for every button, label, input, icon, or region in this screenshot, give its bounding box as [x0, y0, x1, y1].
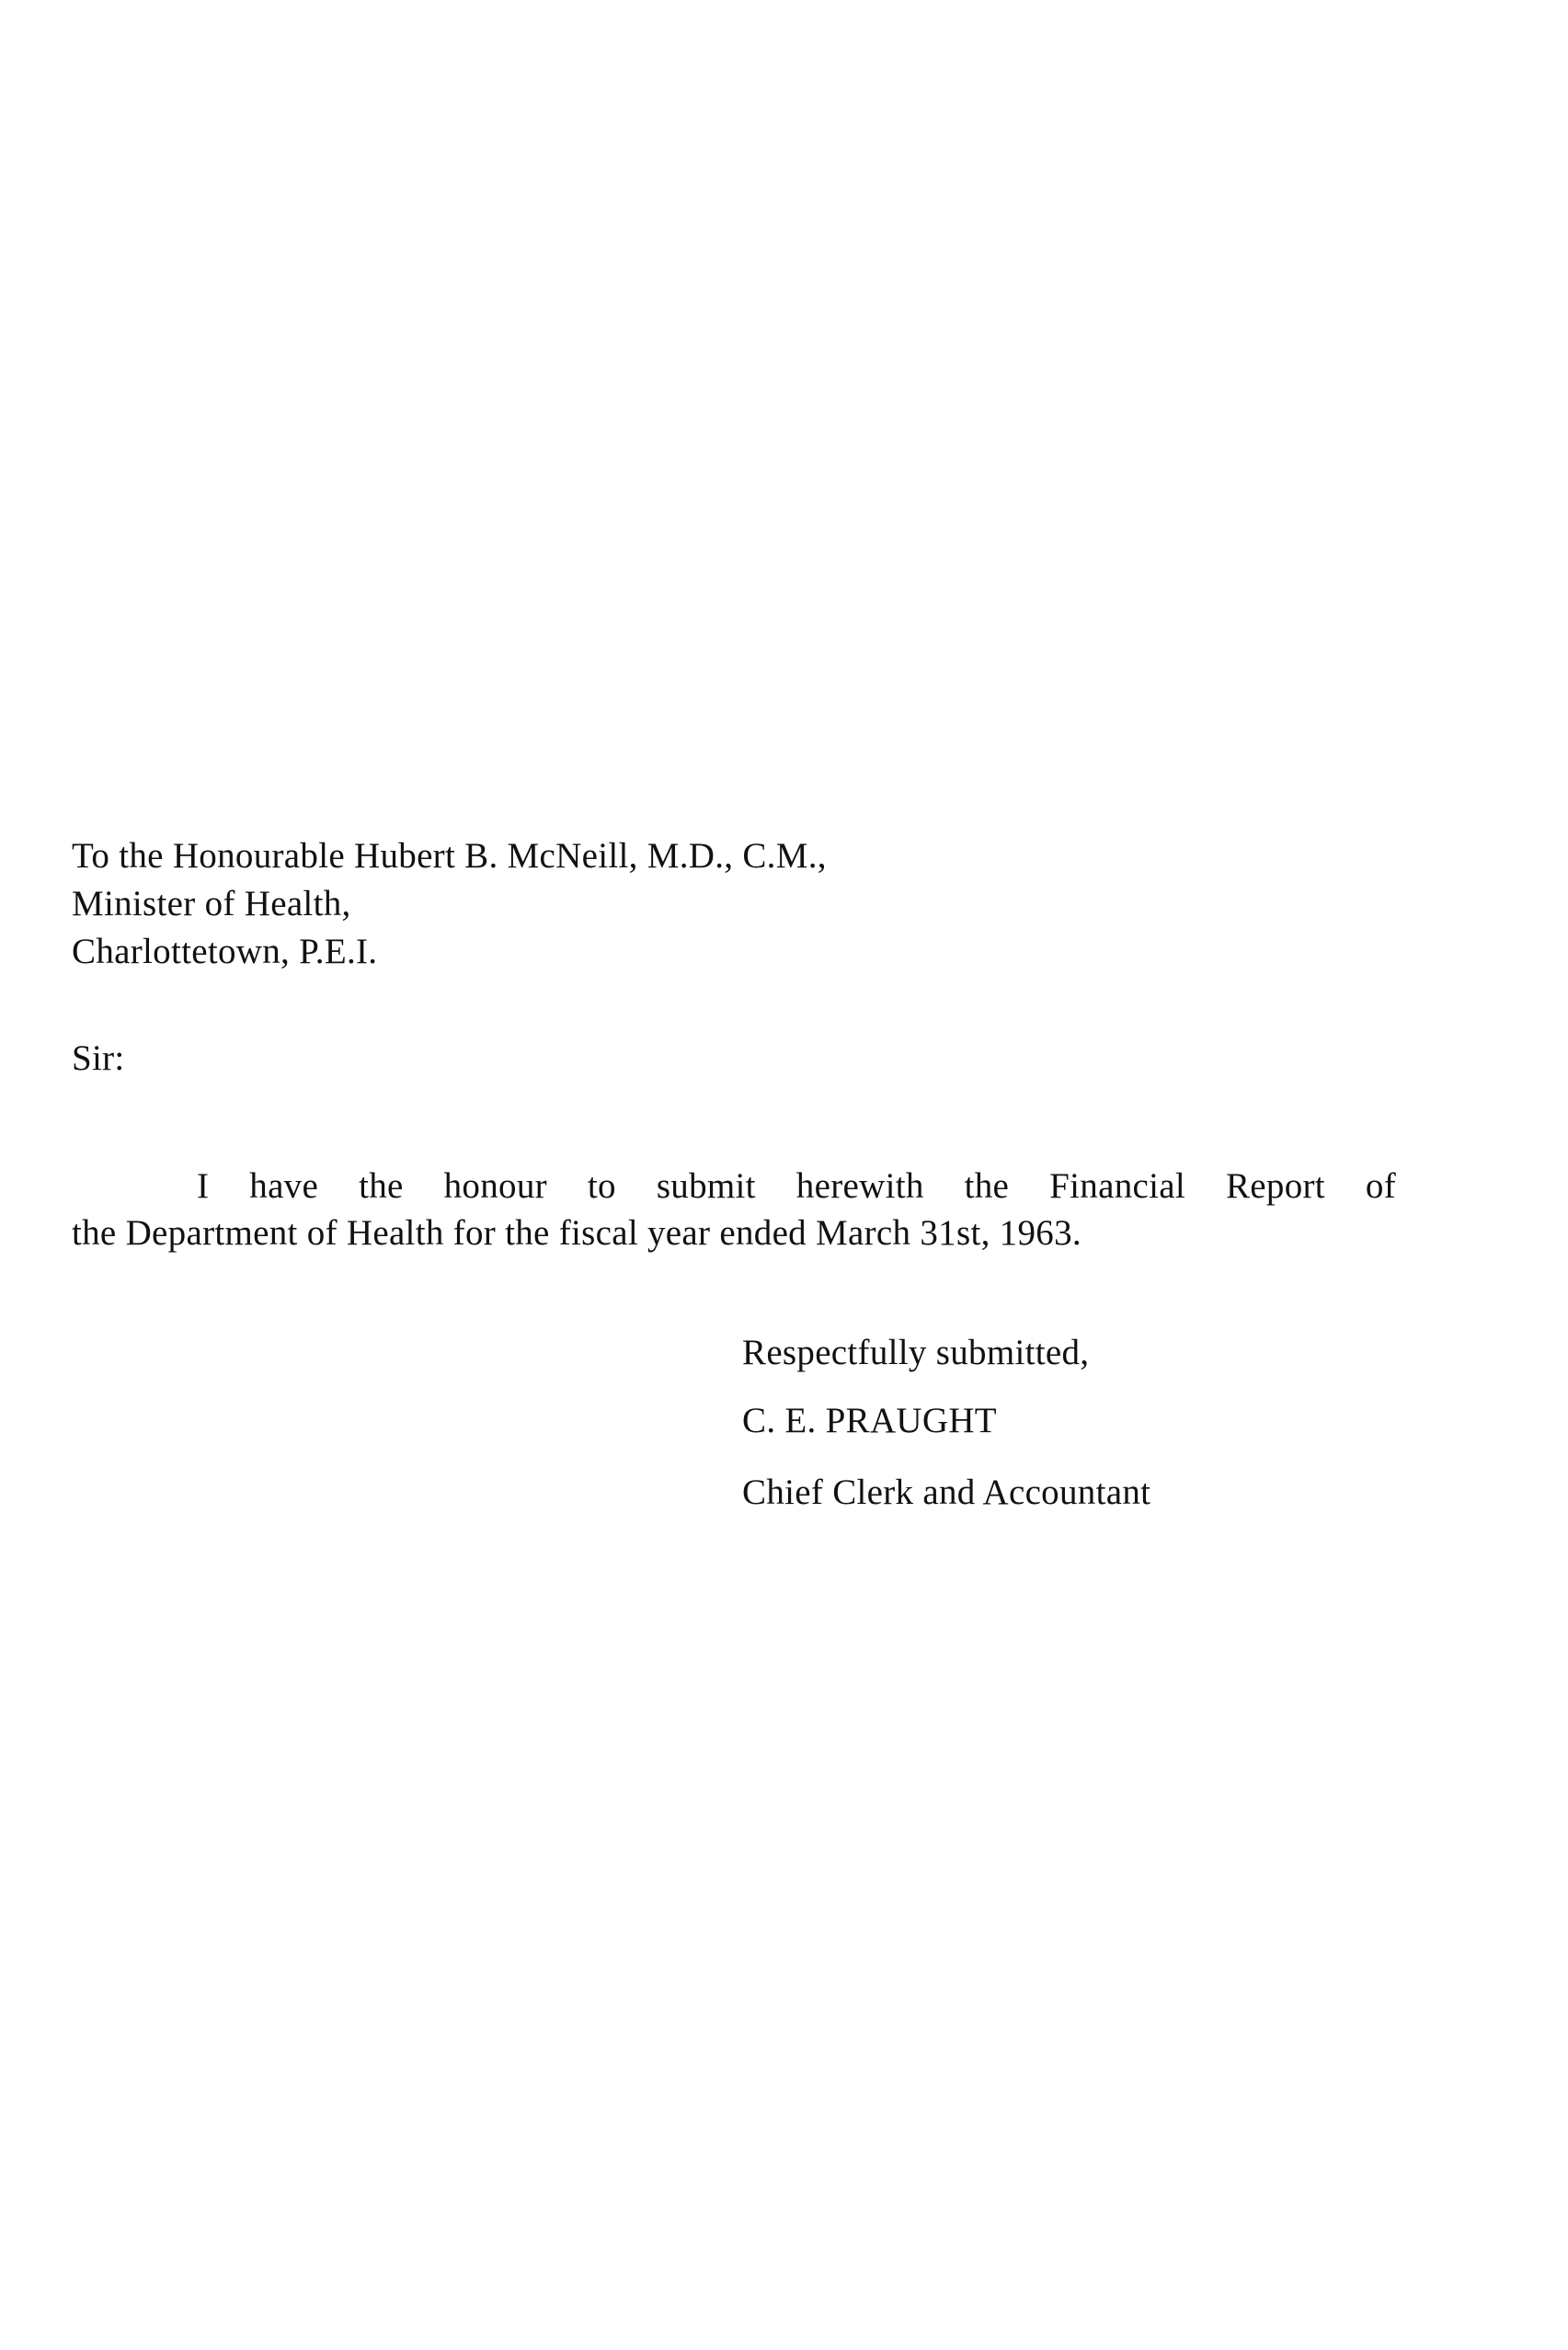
complimentary-close: Respectfully submitted, — [742, 1333, 1090, 1372]
salutation: Sir: — [72, 1038, 125, 1078]
body-paragraph — [72, 1163, 1451, 1256]
body-line-2: the Department of Health for the fiscal year ended March 31st, 1963. — [72, 1213, 1082, 1253]
addressee-line-name: To the Honourable Hubert B. McNeill, M.D., C.M., — [72, 836, 827, 876]
addressee-line-title: Minister of Health, — [72, 884, 351, 923]
addressee-line-city: Charlottetown, P.E.I. — [72, 932, 378, 971]
signatory-title: Chief Clerk and Accountant — [742, 1473, 1151, 1512]
body-line-1: I have the honour to submit herewith the Financial Report of — [197, 1166, 1396, 1206]
signatory-name: C. E. PRAUGHT — [742, 1401, 997, 1440]
